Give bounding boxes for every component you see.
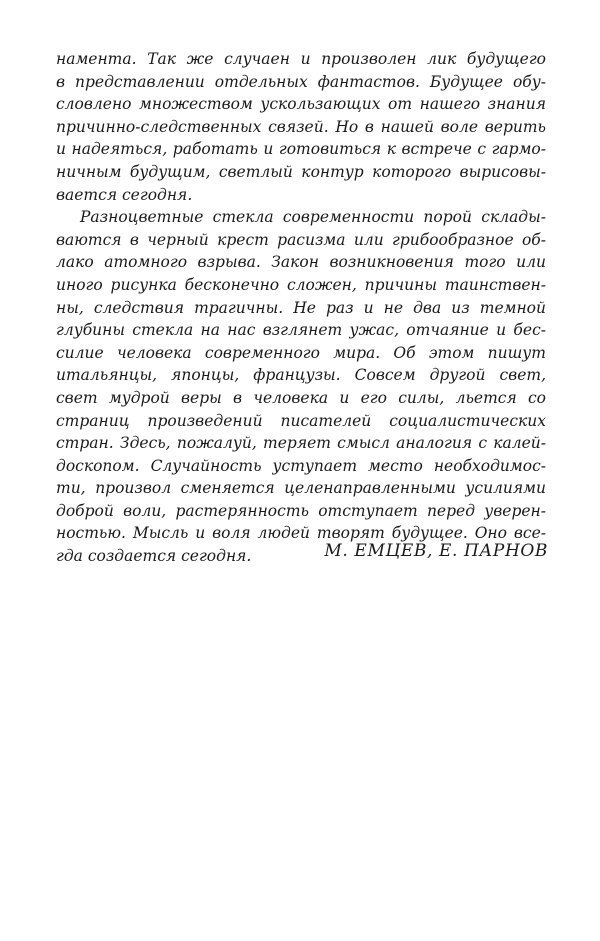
text-line: глубины стекла на нас взглянет ужас, отчаяние и бес- [56, 321, 546, 340]
text-line: стран. Здесь, пожалуй, теряет смысл аналогия с калей- [56, 434, 546, 453]
text-line: доброй воли, растерянность отступает перед уверен- [56, 501, 546, 520]
text-line: Разноцветные стекла современности порой склады- [80, 208, 546, 227]
text-line: словлено множеством ускользающих от нашего знания [56, 95, 546, 114]
text-line: причинно-следственных связей. Но в нашей воле верить [56, 117, 546, 136]
text-line: ны, следствия трагичны. Не раз и не два из темной [56, 298, 546, 317]
text-line: ваются в черный крест расизма или грибообразное об- [56, 230, 546, 249]
text-line: намента. Так же случаен и произволен лик будущего [56, 50, 546, 68]
paragraph-1 [56, 48, 546, 206]
text-line: ничным будущим, светлый контур которого вырисовы- [56, 162, 546, 181]
text-line: страниц произведений писателей социалистических [56, 411, 546, 430]
text-line: доскопом. Случайность уступает место необходимос- [56, 456, 546, 475]
text-line: свет мудрой веры в человека и его силы, льется со [56, 388, 546, 407]
text-line: ти, произвол сменяется целенаправленными усилиями [56, 479, 546, 498]
author-signature: М. ЕМЦЕВ, Е. ПАРНОВ [324, 541, 548, 561]
text-line: ностью. Мысль и воля людей творят будущее. Оно все- [56, 524, 546, 543]
text-line: вается сегодня. [56, 185, 193, 204]
text-line: итальянцы, японцы, французы. Совсем другой свет, [56, 366, 546, 385]
text-line: силие человека современного мира. Об этом пишут [56, 343, 546, 362]
text-line: и надеяться, работать и готовиться к встрече с гармо- [56, 140, 546, 159]
text-line: в представлении отдельных фантастов. Будущее обу- [56, 72, 546, 91]
paragraph-2 [56, 206, 546, 568]
text-line: гда создается сегодня. [56, 547, 252, 566]
text-line: лако атомного взрыва. Закон возникновения того или [56, 253, 546, 272]
body-text [56, 48, 546, 568]
text-line: иного рисунка бесконечно сложен, причины таинствен- [56, 275, 546, 294]
